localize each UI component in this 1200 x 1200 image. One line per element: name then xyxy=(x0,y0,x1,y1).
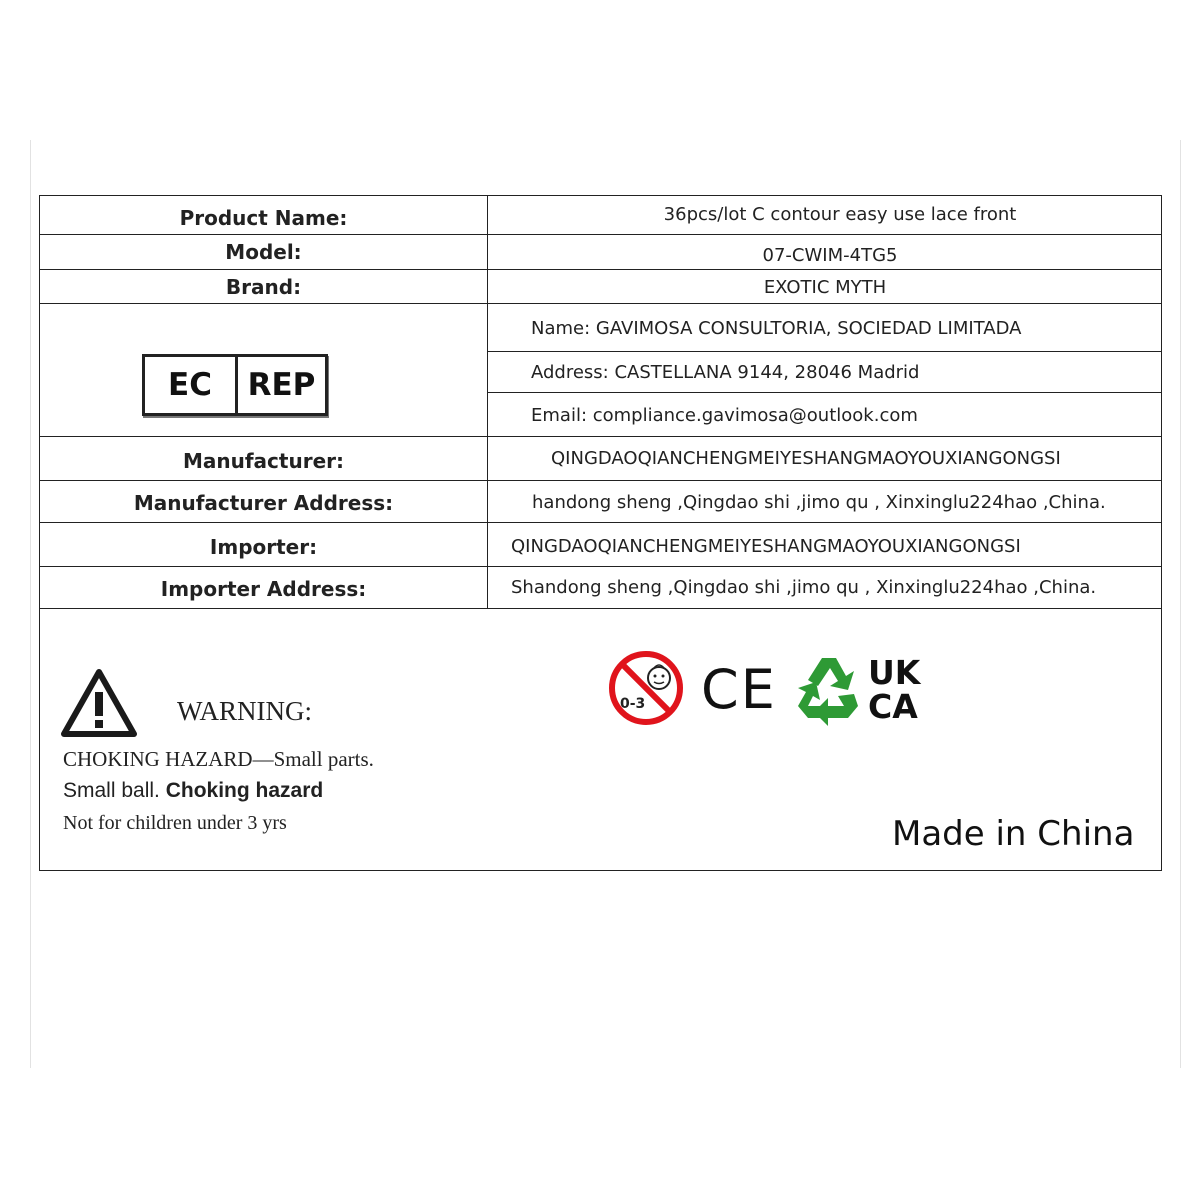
importer-address-label: Importer Address: xyxy=(160,577,367,601)
ec-rep-address: Address: CASTELLANA 9144, 28046 Madrid xyxy=(531,361,920,383)
ec-rep-email: Email: compliance.gavimosa@outlook.com xyxy=(531,404,918,426)
ec-rep-mark xyxy=(142,354,328,416)
compliance-symbols xyxy=(606,648,926,730)
importer-value: QINGDAOQIANCHENGMEIYESHANGMAOYOUXIANGONGSI xyxy=(511,536,1021,557)
no-under-3-icon xyxy=(612,654,680,722)
page-edge-left xyxy=(30,140,31,1068)
ukca-mark-icon xyxy=(868,653,922,726)
made-in-china: Made in China xyxy=(892,814,1135,854)
ec-rep-name: Name: GAVIMOSA CONSULTORIA, SOCIEDAD LIMITADA xyxy=(531,318,1022,339)
brand-value: EXOTIC MYTH xyxy=(763,277,887,298)
model-label: Model: xyxy=(225,240,302,264)
warning-small-ball-line xyxy=(63,779,323,803)
warning-age-line: Not for children under 3 yrs xyxy=(63,812,287,834)
ec-rep-rep: REP xyxy=(247,367,316,403)
importer-address-value: Shandong sheng ,Qingdao shi ,jimo qu , Xinxinglu224hao ,China. xyxy=(511,577,1097,598)
ukca-top: UK xyxy=(868,653,921,692)
product-label xyxy=(39,195,1162,871)
recycle-icon xyxy=(798,658,858,726)
manufacturer-label: Manufacturer: xyxy=(182,448,344,473)
warning-choking-line: CHOKING HAZARD—Small parts. xyxy=(63,747,374,771)
warning-triangle-icon xyxy=(60,668,138,738)
brand-label: Brand: xyxy=(225,274,302,299)
manufacturer-address-label: Manufacturer Address: xyxy=(133,491,394,515)
table-column-divider xyxy=(487,196,488,609)
table-rule xyxy=(488,392,1161,393)
ukca-bottom: CA xyxy=(868,687,918,726)
product-name-label: Product Name: xyxy=(179,206,348,230)
warning-choking-bold: Choking hazard xyxy=(165,779,324,802)
model-value: 07-CWIM-4TG5 xyxy=(762,244,898,266)
warning-title: WARNING: xyxy=(177,696,312,726)
page-edge-right xyxy=(1180,140,1181,1068)
ec-rep-ec: EC xyxy=(145,357,238,413)
age-range-label: 0-3 xyxy=(620,696,646,712)
ce-mark-icon: CE xyxy=(701,658,777,721)
importer-label: Importer: xyxy=(209,534,318,559)
product-name-value: 36pcs/lot C contour easy use lace front xyxy=(663,204,1017,225)
manufacturer-value: QINGDAOQIANCHENGMEIYESHANGMAOYOUXIANGONGSI xyxy=(551,448,1061,469)
manufacturer-address-value: handong sheng ,Qingdao shi ,jimo qu , Xinxinglu224hao ,China. xyxy=(532,491,1106,513)
warning-small-ball-text: Small ball. xyxy=(63,779,166,802)
